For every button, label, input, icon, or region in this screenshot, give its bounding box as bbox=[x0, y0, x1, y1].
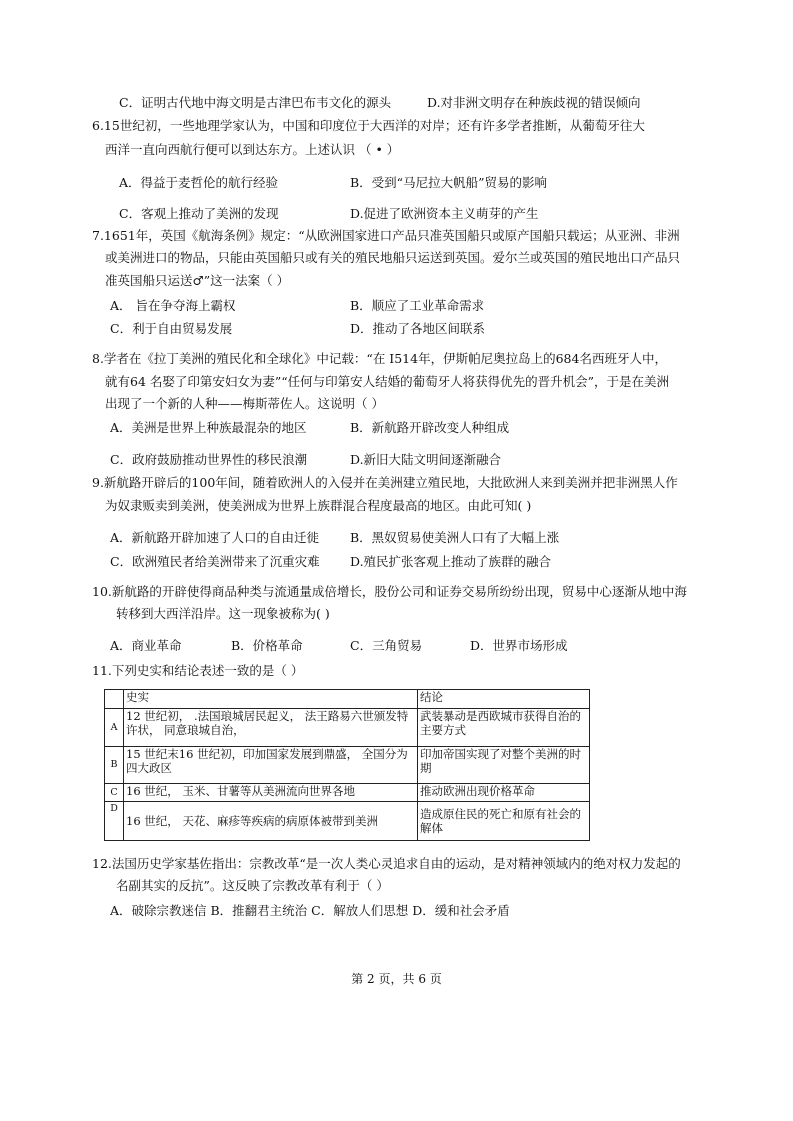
q7-stem-line-2: 或美洲进口的物品，只能由英国船只或有关的殖民地船只运送到英国。爱尔兰或英国的殖民地出口产品只 bbox=[105, 250, 681, 265]
q6-stem-line-2: 西洋一直向西航行便可以到达东方。上述认识 （ • ） bbox=[105, 142, 400, 157]
q6-option-c: C．客观上推动了美洲的发现 bbox=[119, 206, 279, 221]
q10-option-c: C．三角贸易 bbox=[350, 638, 423, 653]
q10-option-b: B．价格革命 bbox=[231, 638, 303, 653]
q9-option-d: D.殖民扩张客观上推动了族群的融合 bbox=[350, 554, 552, 569]
q8-option-b: B．新航路开辟改变人种组成 bbox=[350, 420, 510, 435]
q7-option-c: C．利于自由贸易发展 bbox=[110, 321, 233, 336]
q8-stem-line-2: 就有64 名娶了印第安妇女为妻”“任何与印第安人结婚的葡萄牙人将获得优先的晋升机会”，于是在美洲 bbox=[105, 374, 670, 389]
q7-option-d: D．推动了各地区间联系 bbox=[350, 321, 486, 336]
page-footer: 第 2 页，共 6 页 bbox=[351, 972, 442, 986]
q10-stem-line-1: 10.新航路的开辟使得商品种类与流通量成倍增长，股份公司和证券交易所纷纷出现，贸易中心逐渐从地中海 bbox=[92, 584, 687, 599]
q8-stem-line-3: 出现了一个新的人种——梅斯蒂佐人。这说明（ ） bbox=[105, 396, 384, 411]
q8-stem-line-1: 8.学者在《拉丁美洲的殖民化和全球化》中记载：“在 I514年，伊斯帕尼奥拉岛上的684名西班牙人中， bbox=[92, 351, 667, 366]
header-conclusion: 结论 bbox=[418, 690, 590, 709]
table-header-row bbox=[105, 690, 590, 709]
header-blank bbox=[105, 690, 124, 709]
row-label: B bbox=[105, 747, 124, 784]
q12-stem-line-2: 名副其实的反抗”。这反映了宗教改革有利于（ ） bbox=[116, 878, 389, 893]
q9-option-c: C．欧洲殖民者给美洲带来了沉重灾难 bbox=[110, 554, 320, 569]
row-label: C bbox=[105, 784, 124, 802]
header-fact: 史实 bbox=[124, 690, 418, 709]
row-fact: 12 世纪初， .法国琅城居民起义， 法王路易六世颁发特许状， 同意琅城自治， bbox=[124, 709, 418, 747]
q5-option-d: D.对非洲文明存在种族歧视的错误倾向 bbox=[427, 95, 641, 110]
row-conclusion: 推动欧洲出现价格革命 bbox=[418, 784, 590, 802]
q8-option-d: D.新旧大陆文明间逐渐融合 bbox=[350, 452, 502, 467]
q11-stem: 11.下列史实和结论表述一致的是（ ） bbox=[92, 663, 304, 678]
row-fact: 15 世纪末16 世纪初，印加国家发展到鼎盛， 全国分为四大政区 bbox=[124, 747, 418, 784]
row-conclusion: 造成原住民的死亡和原有社会的解体 bbox=[418, 802, 590, 841]
q7-stem-line-1: 7.1651年，英国《航海条例》规定：“从欧洲国家进口产品只准英国船只或原产国船只载运；从亚洲、非洲 bbox=[92, 228, 680, 243]
row-fact: 16 世纪， 天花、麻疹等疾病的病原体被带到美洲 bbox=[124, 802, 418, 841]
table-row bbox=[105, 784, 590, 802]
q10-option-a: A．商业革命 bbox=[110, 638, 182, 653]
q11-table bbox=[104, 689, 590, 841]
row-conclusion: 印加帝国实现了对整个美洲的时期 bbox=[418, 747, 590, 784]
q8-option-a: A．美洲是世界上种族最混杂的地区 bbox=[110, 420, 307, 435]
q7-stem-line-3: 准英国船只运送♂”这一法案（ ） bbox=[105, 273, 290, 288]
q6-option-a: A．得益于麦哲伦的航行经验 bbox=[119, 175, 279, 190]
q9-option-a: A．新航路开辟加速了人口的自由迁徙 bbox=[110, 530, 320, 545]
q6-option-d: D.促进了欧洲资本主义萌芽的产生 bbox=[350, 206, 539, 221]
q7-option-b: B．顺应了工业革命需求 bbox=[350, 298, 485, 313]
q10-option-d: D．世界市场形成 bbox=[470, 638, 568, 653]
table-row bbox=[105, 802, 590, 841]
q12-stem-line-1: 12.法国历史学家基佐指出：宗教改革“是一次人类心灵追求自由的运动，是对精神领域内的绝对权力发起的 bbox=[92, 856, 681, 871]
row-label: D bbox=[105, 802, 124, 841]
q8-option-c: C．政府鼓励推动世界性的移民浪潮 bbox=[110, 452, 308, 467]
q6-option-b: B．受到“马尼拉大帆船”贸易的影响 bbox=[350, 175, 547, 190]
table-row bbox=[105, 747, 590, 784]
row-fact: 16 世纪， 玉米、甘薯等从美洲流向世界各地 bbox=[124, 784, 418, 802]
q6-stem-line-1: 6.15世纪初，一些地理学家认为，中国和印度位于大西洋的对岸；还有许多学者推断，从葡萄牙往大 bbox=[92, 118, 645, 133]
table-row bbox=[105, 709, 590, 747]
q9-option-b: B．黑奴贸易使美洲人口有了大幅上涨 bbox=[350, 530, 560, 545]
row-label: A bbox=[105, 709, 124, 747]
q9-stem-line-2: 为奴隶贩卖到美洲，使美洲成为世界上族群混合程度最高的地区。由此可知( ) bbox=[105, 498, 532, 513]
row-conclusion: 武装暴动是西欧城市获得自治的主要方式 bbox=[418, 709, 590, 747]
q12-options: A．破除宗教迷信 B．推翻君主统治 C．解放人们思想 D．缓和社会矛盾 bbox=[110, 903, 510, 918]
q9-stem-line-1: 9.新航路开辟后的100年间，随着欧洲人的入侵并在美洲建立殖民地，大批欧洲人来到美洲并把非洲黑人作 bbox=[92, 475, 678, 490]
q10-stem-line-2: 转移到大西洋沿岸。这一现象被称为( ) bbox=[116, 606, 330, 621]
q7-option-a: A． 旨在争夺海上霸权 bbox=[110, 298, 236, 313]
q5-option-c: C．证明古代地中海文明是古津巴布韦文化的源头 bbox=[119, 95, 392, 110]
